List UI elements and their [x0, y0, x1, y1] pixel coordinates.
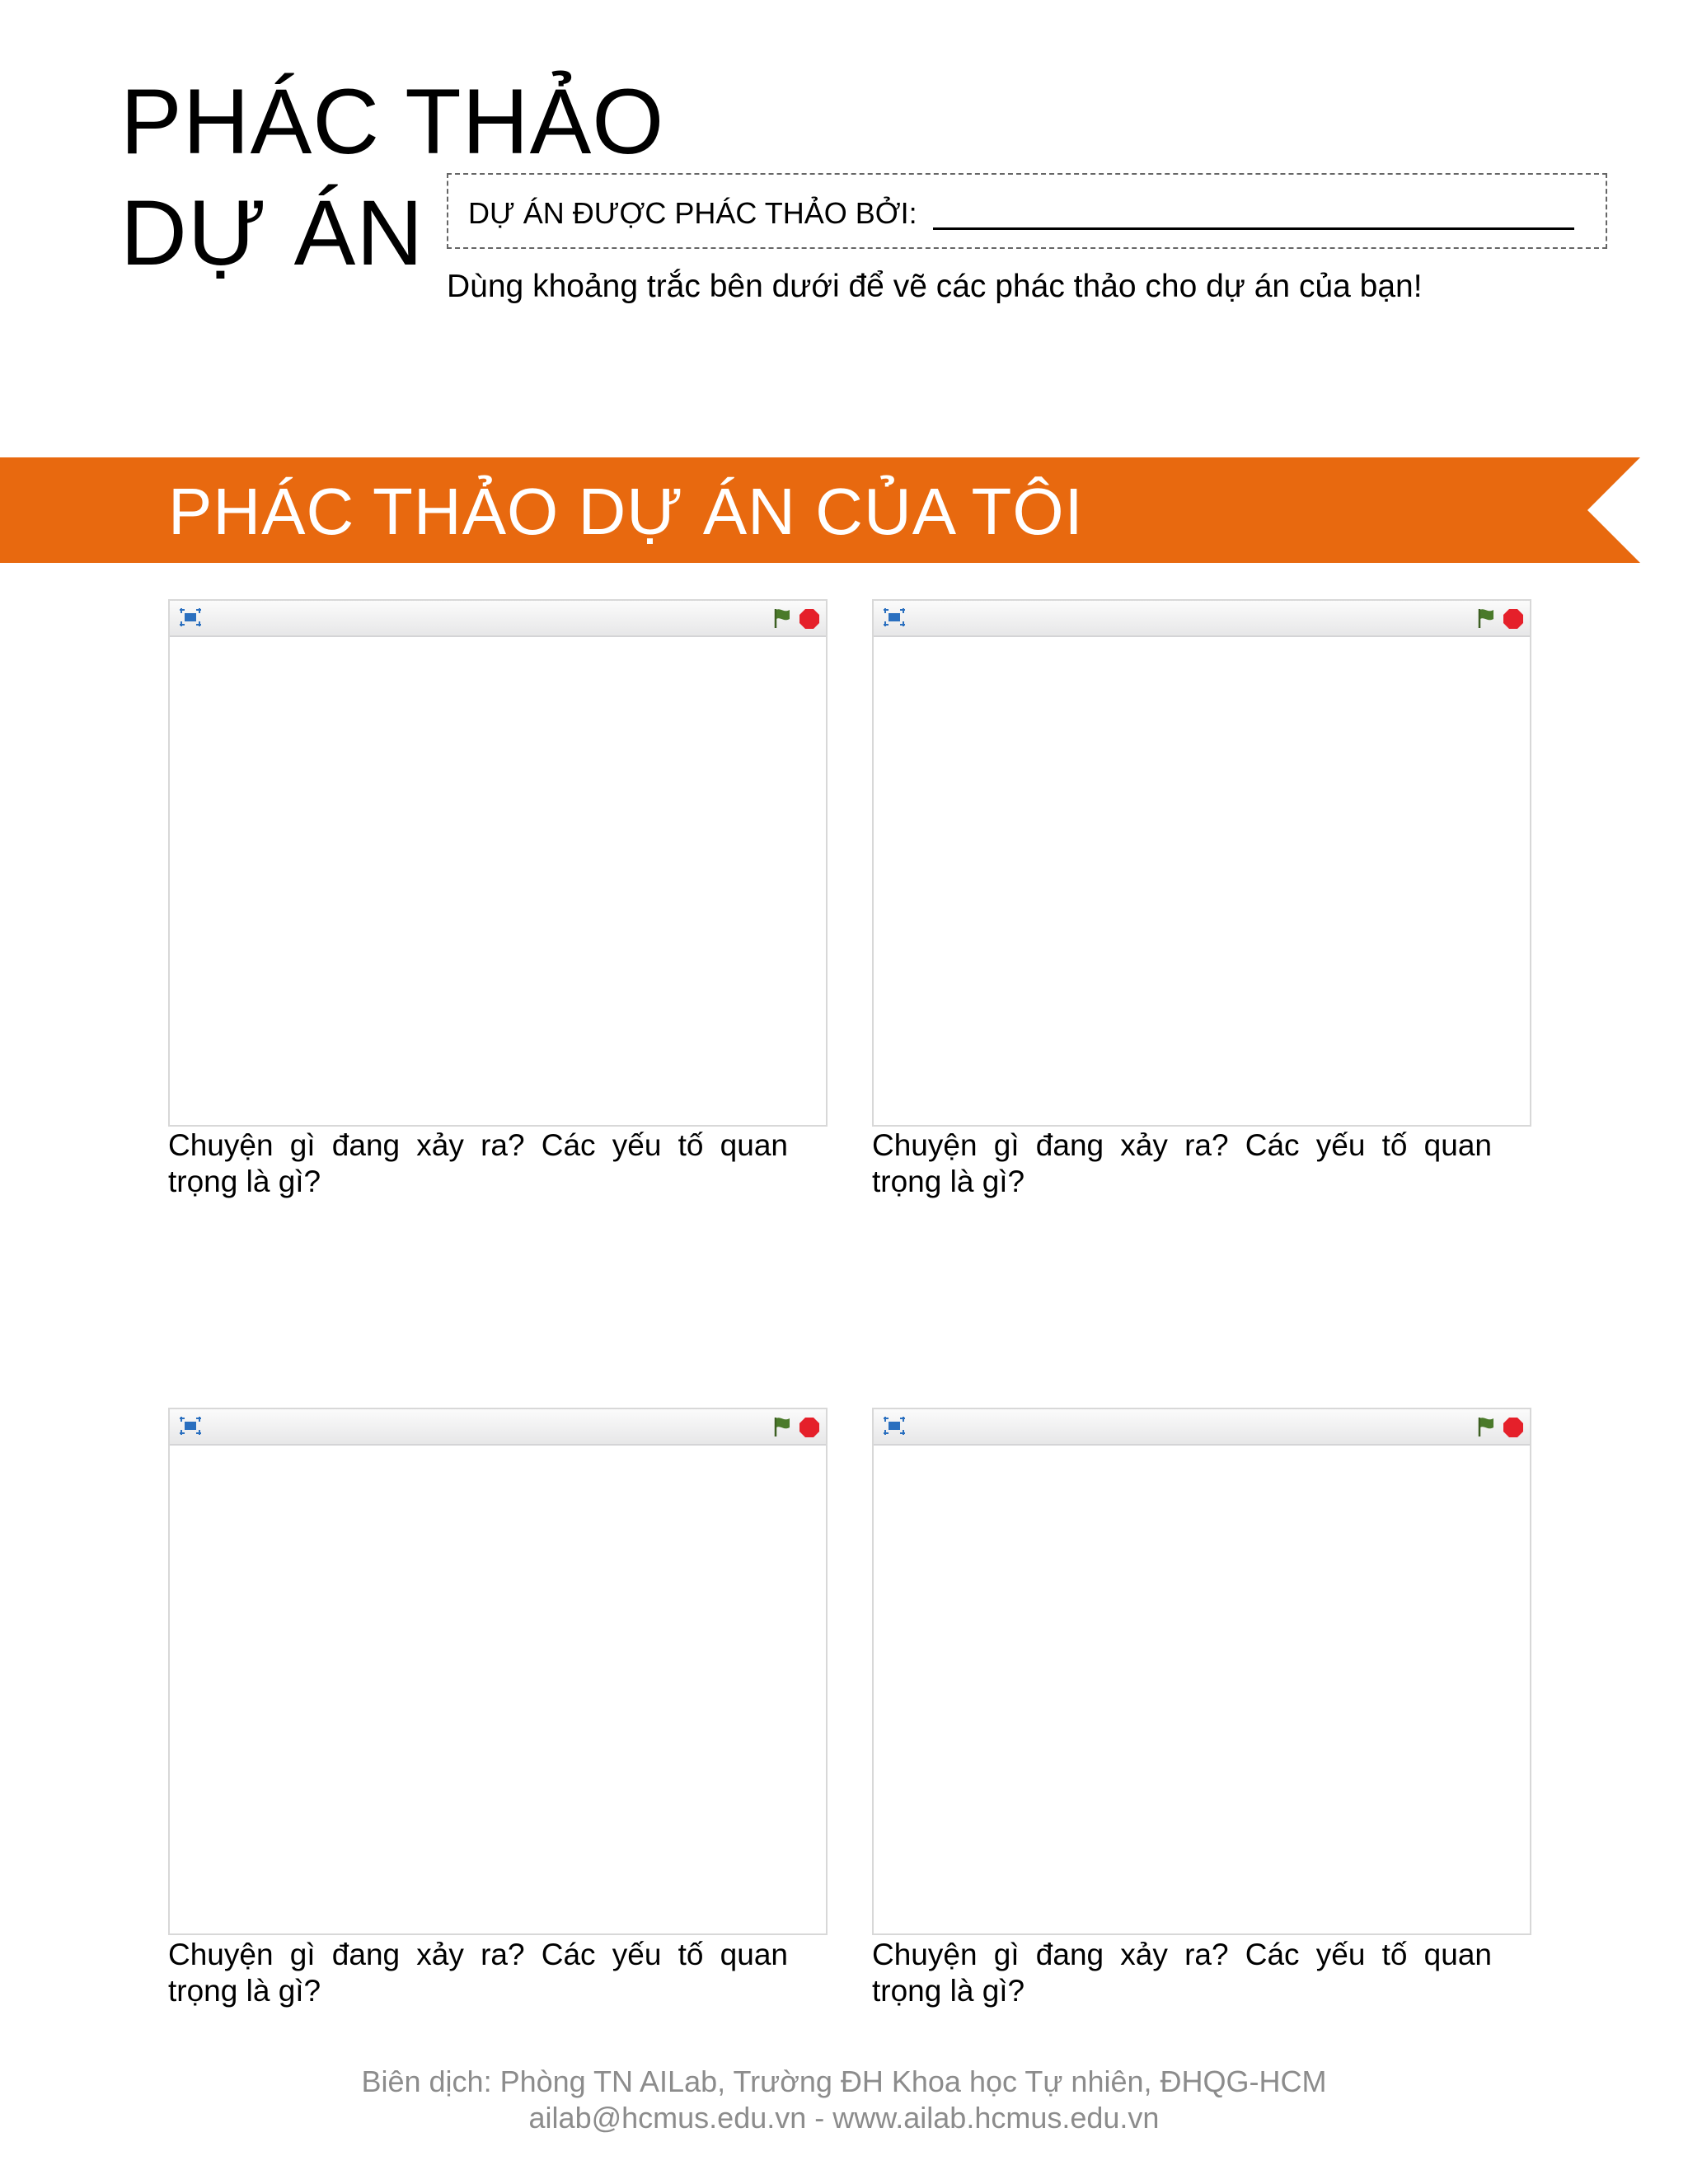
green-flag-icon[interactable]: [1477, 607, 1495, 629]
instructions-text: Dùng khoảng trắc bên dưới để vẽ các phác thảo cho dự án của bạn!: [447, 269, 1423, 304]
caption-line-2: trọng là gì?: [872, 1974, 1025, 2008]
green-flag-icon[interactable]: [773, 1416, 791, 1437]
stop-icon[interactable]: [1503, 608, 1524, 630]
section-title: PHÁC THẢO DỰ ÁN CỦA TÔI: [168, 475, 1084, 548]
fullscreen-icon[interactable]: [178, 1415, 203, 1436]
drawing-area[interactable]: [170, 1446, 826, 1933]
stage-toolbar: [874, 601, 1530, 637]
footer-contact: ailab@hcmus.edu.vn - www.ailab.hcmus.edu.vn: [528, 2101, 1160, 2135]
sketch-stage-2[interactable]: [872, 599, 1531, 1127]
panel-caption-3: [168, 1937, 788, 2009]
panel-caption-1: [168, 1127, 788, 1200]
author-field-label: DỰ ÁN ĐƯỢC PHÁC THẢO BỞI:: [468, 196, 917, 230]
section-banner: [0, 457, 1640, 563]
panel-caption-4: [872, 1937, 1492, 2009]
fullscreen-icon[interactable]: [882, 1415, 907, 1436]
page-title-line-2: DỰ ÁN: [120, 181, 424, 284]
stage-toolbar: [170, 601, 826, 637]
sketch-stage-1[interactable]: [168, 599, 828, 1127]
page-title-line-1: PHÁC THẢO: [120, 70, 665, 173]
stop-icon[interactable]: [799, 1417, 820, 1438]
fullscreen-icon[interactable]: [178, 607, 203, 628]
sketch-stage-4[interactable]: [872, 1408, 1531, 1935]
fullscreen-icon[interactable]: [882, 607, 907, 628]
sketch-stage-3[interactable]: [168, 1408, 828, 1935]
green-flag-icon[interactable]: [1477, 1416, 1495, 1437]
panel-caption-2: [872, 1127, 1492, 1200]
caption-line-1: Chuyện gì đang xảy ra? Các yếu tố quan: [872, 1938, 1492, 1971]
caption-line-2: trọng là gì?: [168, 1974, 321, 2008]
caption-line-1: Chuyện gì đang xảy ra? Các yếu tố quan: [872, 1128, 1492, 1162]
caption-line-1: Chuyện gì đang xảy ra? Các yếu tố quan: [168, 1938, 788, 1971]
stop-icon[interactable]: [799, 608, 820, 630]
author-field[interactable]: [447, 173, 1607, 249]
drawing-area[interactable]: [170, 637, 826, 1125]
caption-line-1: Chuyện gì đang xảy ra? Các yếu tố quan: [168, 1128, 788, 1162]
caption-line-2: trọng là gì?: [168, 1165, 321, 1198]
footer-credit: Biên dịch: Phòng TN AILab, Trường ĐH Khoa học Tự nhiên, ĐHQG-HCM: [361, 2064, 1327, 2098]
caption-line-2: trọng là gì?: [872, 1165, 1025, 1198]
stop-icon[interactable]: [1503, 1417, 1524, 1438]
author-write-line: [933, 227, 1574, 230]
green-flag-icon[interactable]: [773, 607, 791, 629]
drawing-area[interactable]: [874, 1446, 1530, 1933]
stage-toolbar: [874, 1409, 1530, 1446]
stage-toolbar: [170, 1409, 826, 1446]
drawing-area[interactable]: [874, 637, 1530, 1125]
